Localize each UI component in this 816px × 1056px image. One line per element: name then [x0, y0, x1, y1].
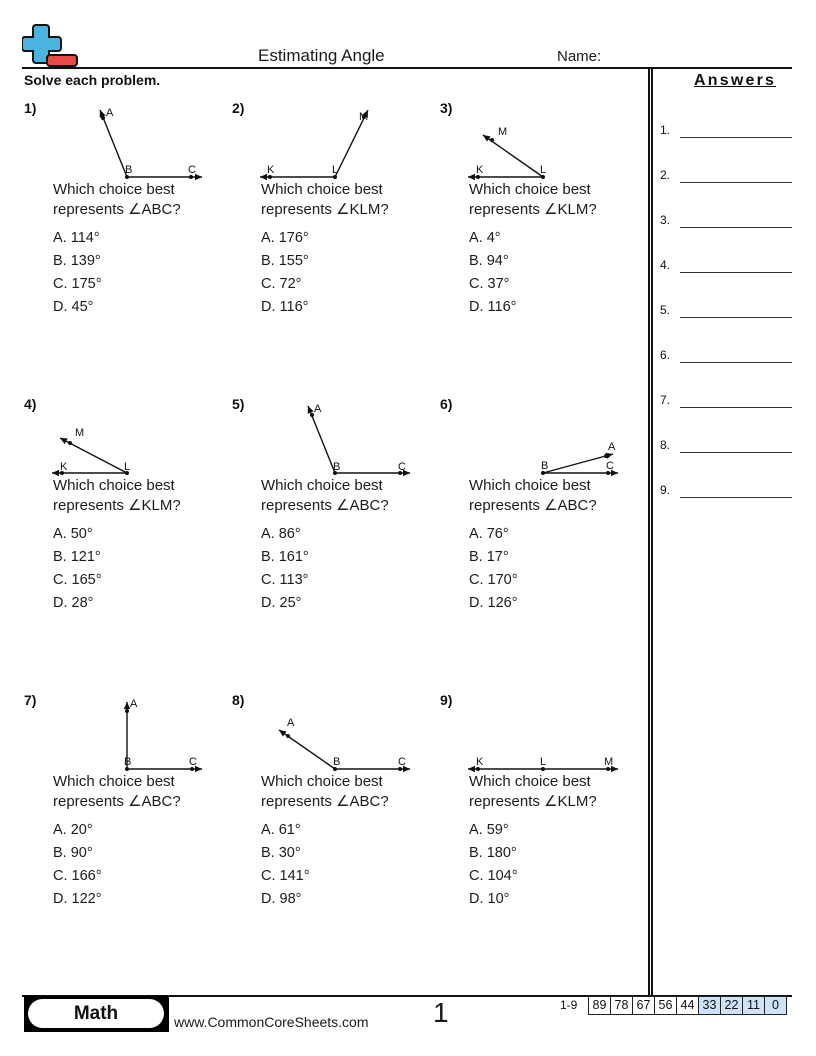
question-line: Which choice best	[261, 181, 383, 198]
question-line: Which choice best	[261, 477, 383, 494]
choice-list	[469, 819, 518, 911]
choice-option[interactable]: A. 4°	[469, 230, 501, 246]
angle-figure	[232, 396, 432, 486]
logo-icon	[22, 23, 80, 69]
answer-row	[660, 123, 795, 143]
angle-figure	[232, 100, 432, 190]
problem-number: 6)	[440, 396, 453, 412]
score-cell: 0	[765, 997, 787, 1015]
answer-blank[interactable]	[680, 407, 792, 408]
choice-list	[261, 819, 310, 911]
choice-option[interactable]: A. 176°	[261, 230, 309, 246]
choice-list	[53, 819, 102, 911]
choice-list	[469, 523, 518, 615]
score-cell: 11	[743, 997, 765, 1015]
angle-figure	[440, 692, 640, 782]
ray-1	[100, 110, 127, 177]
name-label: Name:	[557, 48, 602, 65]
question-line: Which choice best	[53, 477, 175, 494]
choice-option[interactable]: B. 121°	[53, 549, 101, 565]
question-text	[261, 772, 389, 812]
point-label: L	[540, 756, 547, 768]
point-label: K	[60, 461, 68, 473]
answer-blank[interactable]	[680, 272, 792, 273]
choice-option[interactable]: B. 30°	[261, 845, 301, 861]
question-text	[469, 772, 597, 812]
choice-list	[53, 227, 102, 319]
question-line: represents ∠KLM?	[261, 201, 389, 218]
answer-row	[660, 348, 795, 368]
choice-option[interactable]: C. 175°	[53, 276, 102, 292]
problem-8	[232, 692, 432, 952]
answer-row	[660, 438, 795, 458]
answer-number: 5.	[660, 303, 671, 317]
point-label: M	[498, 126, 508, 138]
angle-figure	[440, 396, 640, 486]
site-url: www.CommonCoreSheets.com	[174, 1014, 369, 1030]
answer-blank[interactable]	[680, 227, 792, 228]
point-label: A	[106, 107, 114, 119]
score-row	[589, 997, 787, 1015]
choice-option[interactable]: A. 76°	[469, 526, 509, 542]
question-line: represents ∠ABC?	[261, 793, 389, 810]
question-text	[469, 476, 597, 516]
answers-title: Answers	[694, 72, 777, 89]
point-label: L	[124, 461, 131, 473]
score-cell: 78	[611, 997, 633, 1015]
question-text	[469, 180, 597, 220]
problem-1	[24, 100, 224, 360]
problem-3	[440, 100, 640, 360]
choice-option[interactable]: D. 122°	[53, 891, 102, 907]
choice-option[interactable]: C. 141°	[261, 868, 310, 884]
problem-number: 3)	[440, 100, 453, 116]
point-label: M	[75, 427, 85, 439]
ray-point	[286, 734, 290, 738]
score-range-label: 1-9	[560, 998, 578, 1012]
choice-option[interactable]: A. 50°	[53, 526, 93, 542]
choice-option[interactable]: D. 25°	[261, 595, 302, 611]
arrowhead	[195, 174, 202, 180]
choice-option[interactable]: B. 17°	[469, 549, 509, 565]
point-label: C	[188, 164, 196, 176]
question-text	[53, 772, 181, 812]
problem-number: 4)	[24, 396, 37, 412]
answer-blank[interactable]	[680, 452, 792, 453]
ray-point	[604, 454, 608, 458]
point-label: K	[476, 164, 484, 176]
choice-list	[53, 523, 102, 615]
angle-figure	[24, 396, 224, 486]
ray-point	[101, 116, 105, 120]
choice-option[interactable]: C. 72°	[261, 276, 302, 292]
question-text	[53, 180, 181, 220]
question-line: represents ∠KLM?	[469, 793, 597, 810]
choice-option[interactable]: D. 10°	[469, 891, 510, 907]
point-label: C	[398, 756, 406, 768]
answer-blank[interactable]	[680, 497, 792, 498]
point-label: B	[541, 460, 549, 472]
answer-number: 2.	[660, 168, 671, 182]
angle-figure	[24, 100, 224, 190]
choice-option[interactable]: B. 155°	[261, 253, 309, 269]
ray-1	[543, 454, 613, 473]
score-cell: 67	[633, 997, 655, 1015]
score-cell: 22	[721, 997, 743, 1015]
answer-row	[660, 168, 795, 188]
problem-number: 1)	[24, 100, 37, 116]
worksheet-title: Estimating Angle	[258, 46, 385, 65]
subject-badge: Math	[28, 999, 164, 1028]
point-label: C	[189, 756, 197, 768]
point-label: K	[267, 164, 275, 176]
ray-point	[125, 709, 129, 713]
problem-9	[440, 692, 640, 952]
choice-option[interactable]: C. 166°	[53, 868, 102, 884]
choice-option[interactable]: C. 37°	[469, 276, 510, 292]
point-label: A	[314, 403, 322, 415]
choice-option[interactable]: C. 170°	[469, 572, 518, 588]
choice-option[interactable]: A. 61°	[261, 822, 301, 838]
choice-option[interactable]: A. 114°	[53, 230, 100, 246]
point-label: B	[125, 164, 133, 176]
question-line: represents ∠ABC?	[261, 497, 389, 514]
column-divider	[648, 69, 653, 996]
angle-figure	[24, 692, 224, 782]
answer-blank[interactable]	[680, 137, 792, 138]
question-line: represents ∠ABC?	[469, 497, 597, 514]
problem-6	[440, 396, 640, 656]
answer-row	[660, 483, 795, 503]
answer-number: 4.	[660, 258, 671, 272]
question-text	[261, 180, 389, 220]
point-label: B	[333, 756, 341, 768]
answer-blank[interactable]	[680, 182, 792, 183]
choice-option[interactable]: D. 116°	[261, 299, 309, 315]
choice-option[interactable]: C. 113°	[261, 572, 309, 588]
question-line: Which choice best	[469, 181, 591, 198]
choice-option[interactable]: B. 94°	[469, 253, 509, 269]
point-label: M	[359, 111, 369, 123]
score-table	[588, 996, 787, 1015]
answer-number: 1.	[660, 123, 671, 137]
point-label: L	[332, 164, 339, 176]
score-cell: 56	[655, 997, 677, 1015]
answer-number: 8.	[660, 438, 671, 452]
choice-option[interactable]: B. 139°	[53, 253, 101, 269]
problem-number: 7)	[24, 692, 37, 708]
choice-list	[261, 227, 309, 319]
question-line: represents ∠ABC?	[53, 201, 181, 218]
angle-figure	[440, 100, 640, 190]
choice-option[interactable]: D. 98°	[261, 891, 302, 907]
problem-4	[24, 396, 224, 656]
ray-point	[490, 138, 494, 142]
ray-point	[68, 441, 72, 445]
point-label: A	[608, 441, 616, 453]
score-cell: 33	[699, 997, 721, 1015]
question-line: represents ∠KLM?	[53, 497, 181, 514]
point-label: A	[130, 698, 138, 710]
question-line: represents ∠ABC?	[53, 793, 181, 810]
answer-number: 3.	[660, 213, 671, 227]
instructions: Solve each problem.	[24, 72, 161, 88]
header-divider	[22, 67, 792, 69]
question-line: represents ∠KLM?	[469, 201, 597, 218]
question-line: Which choice best	[53, 181, 175, 198]
choice-option[interactable]: A. 59°	[469, 822, 509, 838]
choice-option[interactable]: C. 104°	[469, 868, 518, 884]
answer-row	[660, 213, 795, 233]
problem-number: 8)	[232, 692, 245, 708]
answer-row	[660, 393, 795, 413]
choice-option[interactable]: D. 28°	[53, 595, 94, 611]
answer-number: 7.	[660, 393, 671, 407]
arrowhead	[279, 730, 287, 737]
point-label: B	[124, 756, 132, 768]
choice-option[interactable]: D. 45°	[53, 299, 94, 315]
question-text	[53, 476, 181, 516]
arrowhead	[483, 135, 491, 142]
point-label: M	[604, 756, 614, 768]
choice-option[interactable]: A. 86°	[261, 526, 301, 542]
problem-2	[232, 100, 432, 360]
point-label: A	[287, 717, 295, 729]
problem-7	[24, 692, 224, 952]
question-line: Which choice best	[261, 773, 383, 790]
choice-option[interactable]: B. 180°	[469, 845, 517, 861]
page-number: 1	[433, 997, 449, 1028]
point-label: L	[540, 164, 547, 176]
choice-option[interactable]: D. 126°	[469, 595, 518, 611]
choice-option[interactable]: D. 116°	[469, 299, 517, 315]
point-label: C	[606, 460, 614, 472]
problem-number: 5)	[232, 396, 245, 412]
choice-option[interactable]: B. 161°	[261, 549, 309, 565]
score-cell: 44	[677, 997, 699, 1015]
answer-number: 9.	[660, 483, 671, 497]
choice-option[interactable]: A. 20°	[53, 822, 93, 838]
problem-number: 9)	[440, 692, 453, 708]
problem-5	[232, 396, 432, 656]
question-line: Which choice best	[469, 773, 591, 790]
answer-number: 6.	[660, 348, 671, 362]
angle-figure	[232, 692, 432, 782]
answer-blank[interactable]	[680, 317, 792, 318]
question-line: Which choice best	[469, 477, 591, 494]
problem-number: 2)	[232, 100, 245, 116]
choice-option[interactable]: C. 165°	[53, 572, 102, 588]
score-cell: 89	[589, 997, 611, 1015]
choice-option[interactable]: B. 90°	[53, 845, 93, 861]
choice-list	[261, 523, 309, 615]
point-label: B	[333, 461, 341, 473]
choice-list	[469, 227, 516, 319]
answer-row	[660, 258, 795, 278]
point-label: K	[476, 756, 484, 768]
point-label: C	[398, 461, 406, 473]
question-line: Which choice best	[53, 773, 175, 790]
question-text	[261, 476, 389, 516]
answer-row	[660, 303, 795, 323]
answer-blank[interactable]	[680, 362, 792, 363]
